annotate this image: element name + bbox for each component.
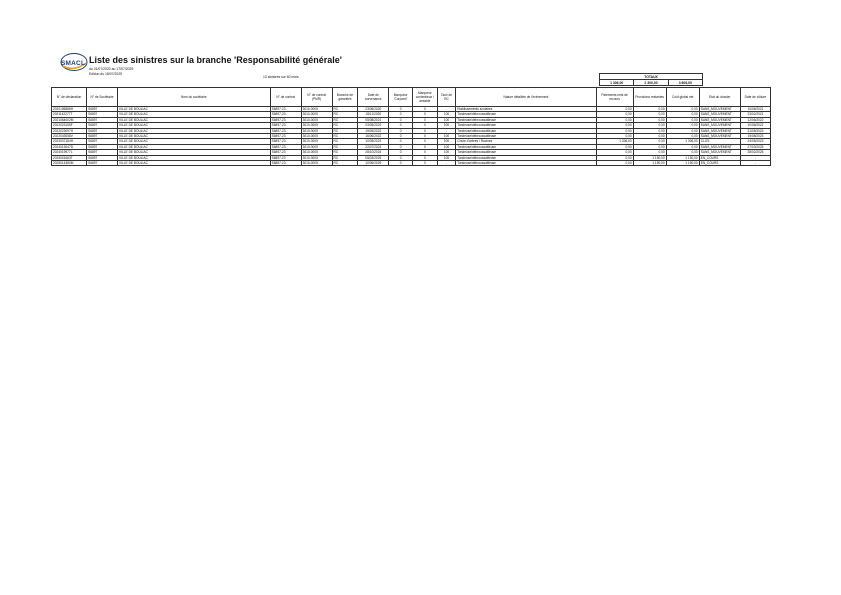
table-cell: 31/05/2023 — [740, 128, 770, 133]
table-cell: 23/02/2021 — [740, 112, 770, 117]
table-cell: 2025014380M — [52, 161, 87, 166]
table-cell: 3010-0005 — [301, 128, 332, 133]
table-body — [52, 107, 771, 166]
table-cell: 28/10/2024 — [358, 150, 389, 155]
column-header: N° de déclaration — [52, 88, 87, 107]
table-cell: SANS_MOUVEMENT — [699, 134, 740, 139]
table-cell: 3010-0005 — [301, 144, 332, 149]
table-cell: VILLE DE BOULIAC — [118, 107, 271, 112]
header-row — [52, 88, 771, 107]
table-cell: S6897 — [87, 123, 118, 128]
table-cell: 0 — [389, 134, 413, 139]
table-cell: 0,00 — [666, 117, 699, 122]
table-cell: VILLE DE BOULIAC — [118, 117, 271, 122]
table-cell: 0,00 — [596, 150, 633, 155]
totals-box — [599, 73, 703, 86]
table-cell: Tondeuse/débroussailleuse — [456, 155, 596, 160]
table-cell: 2022023155F — [52, 123, 87, 128]
column-header: N° de Sociétaire — [87, 88, 118, 107]
table-cell: 05/03/2025 — [358, 155, 389, 160]
column-header: Date de clôture — [740, 88, 770, 107]
table-cell: 0,00 — [666, 150, 699, 155]
table-cell: 100 — [437, 117, 456, 122]
table-cell: S6897-23 — [270, 139, 301, 144]
table-cell: 19/08/2023 — [740, 134, 770, 139]
column-header: N° de contrat — [270, 88, 301, 107]
table-cell: - — [437, 107, 456, 112]
table-cell: 0 — [389, 123, 413, 128]
table-cell: 0,00 — [596, 155, 633, 160]
column-header: Paiements nets de recours — [596, 88, 633, 107]
table-cell: SANS_MOUVEMENT — [699, 128, 740, 133]
table-cell: 0,00 — [633, 128, 666, 133]
total-cout: 3 606,00 — [668, 80, 702, 86]
table-cell: 0 — [412, 107, 437, 112]
table-cell: 0,00 — [596, 144, 633, 149]
column-header: Nom du sociétaire — [118, 88, 271, 107]
table-cell: 1 306,00 — [596, 139, 633, 144]
table-cell: 0 — [389, 139, 413, 144]
table-cell: 2025001663T — [52, 155, 87, 160]
table-cell: Etablissements scolaires — [456, 107, 596, 112]
table-cell: 0 — [412, 123, 437, 128]
table-cell: RC — [332, 155, 358, 160]
table-row — [52, 161, 771, 166]
table-cell: 0 — [412, 150, 437, 155]
table-cell: 0,00 — [596, 128, 633, 133]
table-cell: 100 — [437, 150, 456, 155]
table-cell: S6897-23 — [270, 161, 301, 166]
table-cell: RC — [332, 139, 358, 144]
table-cell: RC — [332, 144, 358, 149]
table-cell: 0 — [389, 107, 413, 112]
table-cell: 1 150,00 — [633, 161, 666, 166]
table-cell: 0 — [412, 112, 437, 117]
table-cell: 0,00 — [633, 107, 666, 112]
total-paiements: 1 306,00 — [600, 80, 634, 86]
table-cell: Tondeuse/débroussailleuse — [456, 134, 596, 139]
table-cell: 0 — [412, 134, 437, 139]
table-cell: S6897-23 — [270, 134, 301, 139]
table-cell: 0 — [389, 144, 413, 149]
table-cell: Tondeuse/débroussailleuse — [456, 117, 596, 122]
table-cell: 0,00 — [596, 161, 633, 166]
table-cell: VILLE DE BOULIAC — [118, 139, 271, 144]
column-header: N° de contrat (PMR) — [301, 88, 332, 107]
table-cell: 0 — [412, 161, 437, 166]
table-cell: S6897-23 — [270, 144, 301, 149]
table-cell: 3010-0005 — [301, 123, 332, 128]
table-cell: 1 150,00 — [666, 161, 699, 166]
table-cell: 0 — [389, 128, 413, 133]
table-cell: S6897 — [87, 139, 118, 144]
claims-table — [51, 87, 771, 166]
table-cell: Tondeuse/débroussailleuse — [456, 150, 596, 155]
table-cell: S6897-23 — [270, 155, 301, 160]
table-cell: 10/05/2023 — [358, 139, 389, 144]
table-cell: 2020196888H — [52, 107, 87, 112]
column-header: Etat du dossier — [699, 88, 740, 107]
table-cell: 3010-0005 — [301, 112, 332, 117]
table-cell: S6897 — [87, 107, 118, 112]
table-cell: 0,00 — [633, 117, 666, 122]
table-cell: 100 — [437, 144, 456, 149]
table-cell: SANS_MOUVEMENT — [699, 112, 740, 117]
table-cell: 28/02/2025 — [740, 150, 770, 155]
table-cell: 0 — [389, 117, 413, 122]
table-cell: S6897 — [87, 117, 118, 122]
table-cell: 3010-0005 — [301, 117, 332, 122]
table-cell: 2021142277T — [52, 112, 87, 117]
table-cell: 0 — [389, 155, 413, 160]
table-cell: 0,00 — [633, 123, 666, 128]
table-cell: - — [740, 155, 770, 160]
table-cell: RC — [332, 128, 358, 133]
table-header — [52, 88, 771, 107]
table-cell: Tondeuse/débroussailleuse — [456, 128, 596, 133]
table-cell: - — [437, 128, 456, 133]
table-cell: SANS_MOUVEMENT — [699, 107, 740, 112]
table-cell: VILLE DE BOULIAC — [118, 144, 271, 149]
column-header: Taux de RC — [437, 88, 456, 107]
table-cell: S6897-23 — [270, 128, 301, 133]
claims-scope: 13 sinistres sur 60 mois — [263, 75, 299, 79]
table-cell: 100 — [437, 155, 456, 160]
table-cell: S6897-23 — [270, 112, 301, 117]
table-cell: RC — [332, 107, 358, 112]
table-cell: 24/05/2023 — [740, 139, 770, 144]
table-cell: 0 — [389, 161, 413, 166]
table-cell: SANS_MOUVEMENT — [699, 150, 740, 155]
table-cell: S6897 — [87, 161, 118, 166]
table-cell: VILLE DE BOULIAC — [118, 150, 271, 155]
table-cell: 22/07/2024 — [358, 144, 389, 149]
table-cell: 2024013047D — [52, 144, 87, 149]
period-text: du 01/07/2020 au 17/07/2025 — [89, 67, 134, 71]
table-cell: 3010-0005 — [301, 139, 332, 144]
table-cell: 0,00 — [666, 123, 699, 128]
table-cell: S6897 — [87, 155, 118, 160]
table-cell: 0,00 — [596, 123, 633, 128]
table-cell: CLOS — [699, 139, 740, 144]
table-cell: 16/06/2022 — [358, 134, 389, 139]
table-cell: S6897-23 — [270, 107, 301, 112]
edition-date: Edition du 18/07/2025 — [89, 72, 122, 76]
table-cell: Chute d'arbres / Racines — [456, 139, 596, 144]
table-cell: RC — [332, 134, 358, 139]
table-cell: SANS_MOUVEMENT — [699, 117, 740, 122]
table-cell: 1 306,00 — [666, 139, 699, 144]
table-cell: 0,00 — [633, 134, 666, 139]
table-cell: 12/06/2022 — [740, 117, 770, 122]
table-cell: 3010-0005 — [301, 161, 332, 166]
table-cell: S6897 — [87, 150, 118, 155]
table-cell: 1 150,00 — [633, 155, 666, 160]
table-cell: 0 — [412, 144, 437, 149]
table-cell: S6897 — [87, 144, 118, 149]
table-cell: 0,00 — [633, 150, 666, 155]
table-cell: 0 — [412, 139, 437, 144]
table-cell: 100 — [437, 112, 456, 117]
table-cell: 0 — [412, 117, 437, 122]
table-cell: VILLE DE BOULIAC — [118, 155, 271, 160]
table-cell: 10/06/2021 — [740, 107, 770, 112]
table-cell: S6897 — [87, 134, 118, 139]
table-cell: 10/06/2022 — [740, 123, 770, 128]
table-cell: S6897-23 — [270, 150, 301, 155]
table-cell: VILLE DE BOULIAC — [118, 112, 271, 117]
table-cell: 100 — [437, 139, 456, 144]
page-title: Liste des sinistres sur la branche 'Responsabilité générale' — [89, 55, 342, 65]
table-cell: 3010-0005 — [301, 150, 332, 155]
table-cell: 0,00 — [633, 112, 666, 117]
table-cell: S6897-23 — [270, 117, 301, 122]
table-cell: 23/06/2020 — [358, 107, 389, 112]
table-cell: VILLE DE BOULIAC — [118, 161, 271, 166]
table-cell: Tondeuse/débroussailleuse — [456, 123, 596, 128]
table-cell: 100 — [437, 123, 456, 128]
table-cell: 0,00 — [633, 139, 666, 144]
table-cell: RC — [332, 117, 358, 122]
table-cell: SANS_MOUVEMENT — [699, 123, 740, 128]
table-cell: Tondeuse/débroussailleuse — [456, 144, 596, 149]
table-cell: 10/06/2025 — [358, 161, 389, 166]
table-cell: RC — [332, 123, 358, 128]
table-cell: 3010-0005 — [301, 134, 332, 139]
table-cell: SANS_MOUVEMENT — [699, 144, 740, 149]
column-header: Date de survenance — [358, 88, 389, 107]
table-cell: Tondeuse/débroussailleuse — [456, 112, 596, 117]
column-header: Coût global net — [666, 88, 699, 107]
table-cell: 0,00 — [666, 144, 699, 149]
column-header: Provisions restantes — [633, 88, 666, 107]
table-cell: 0,00 — [596, 112, 633, 117]
table-cell: EN_COURS — [699, 155, 740, 160]
table-cell: 0,00 — [633, 144, 666, 149]
table-cell: VILLE DE BOULIAC — [118, 128, 271, 133]
table-cell: EN_COURS — [699, 161, 740, 166]
column-header: Nature détaillée de l'évènement — [456, 88, 596, 107]
column-header: Branche de garanties — [332, 88, 358, 107]
table-cell: 2021064002M — [52, 117, 87, 122]
table-cell: Tondeuse/débroussailleuse — [456, 161, 596, 166]
table-cell: RC — [332, 161, 358, 166]
table-cell: 0 — [389, 112, 413, 117]
table-cell: VILLE DE BOULIAC — [118, 123, 271, 128]
table-cell: 0,00 — [666, 112, 699, 117]
total-provisions: 2 300,00 — [634, 80, 668, 86]
table-cell: 2022043058V — [52, 134, 87, 139]
table-cell: 18/11/2020 — [358, 112, 389, 117]
table-cell: - — [740, 161, 770, 166]
table-cell: 0,00 — [666, 107, 699, 112]
table-cell: 0,00 — [666, 134, 699, 139]
table-cell: S6897 — [87, 128, 118, 133]
table-cell: 3010-0005 — [301, 155, 332, 160]
table-cell: RC — [332, 150, 358, 155]
table-cell: 0,00 — [596, 117, 633, 122]
table-cell: 2023007184H — [52, 139, 87, 144]
table-cell: 05/08/2021 — [358, 117, 389, 122]
table-cell: 1 150,00 — [666, 155, 699, 160]
table-cell: 2022023097H — [52, 128, 87, 133]
table-cell: 3010-0005 — [301, 107, 332, 112]
table-cell: 0,00 — [596, 134, 633, 139]
table-cell: 0,00 — [596, 107, 633, 112]
table-cell: 19/05/2022 — [358, 128, 389, 133]
table-cell: 03/05/2022 — [358, 123, 389, 128]
table-cell: 2024019977L — [52, 150, 87, 155]
table-cell: S6897 — [87, 112, 118, 117]
table-cell: - — [437, 161, 456, 166]
table-cell: 0 — [389, 150, 413, 155]
table-cell: VILLE DE BOULIAC — [118, 134, 271, 139]
table-cell: S6897-23 — [270, 123, 301, 128]
totals-label: TOTAUX — [600, 74, 703, 80]
column-header: Marqueur 'Corporel' — [389, 88, 413, 107]
table-cell: 27/03/2025 — [740, 144, 770, 149]
table-cell: RC — [332, 112, 358, 117]
table-cell: 100 — [437, 134, 456, 139]
table-cell: 0,00 — [666, 128, 699, 133]
table-cell: 0 — [412, 128, 437, 133]
column-header: Marqueur contentieux / amiable — [412, 88, 437, 107]
table-cell: 0 — [412, 155, 437, 160]
logo-text: SMACL — [61, 60, 86, 67]
